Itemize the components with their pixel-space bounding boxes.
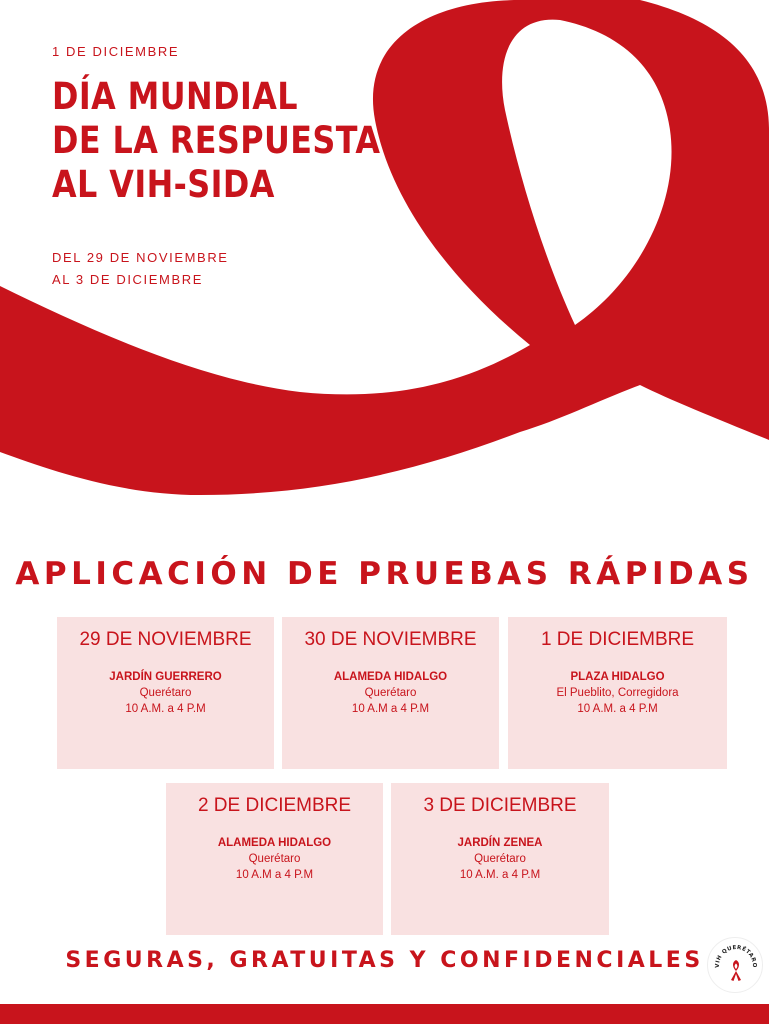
header: [52, 44, 434, 291]
card-date: 2 DE DICIEMBRE: [197, 795, 352, 816]
card-hours: 10 A.M. a 4 P.M: [459, 869, 541, 881]
event-card: [391, 783, 609, 935]
logo-text: VIH QUERÉTARO: [714, 944, 758, 968]
card-date: 30 DE NOVIEMBRE: [304, 629, 477, 650]
date-range-line: DEL 29 DE NOVIEMBRE: [52, 250, 229, 265]
title-line: DÍA MUNDIAL: [52, 75, 298, 118]
event-date: 1 DE DICIEMBRE: [52, 44, 180, 59]
card-place: ALAMEDA HIDALGO: [333, 671, 448, 683]
card-city: Querétaro: [248, 853, 301, 865]
card-hours: 10 A.M a 4 P.M: [351, 703, 430, 715]
title-line: DE LA RESPUESTA: [52, 119, 381, 162]
card-city: Querétaro: [474, 853, 526, 865]
card-date: 3 DE DICIEMBRE: [423, 795, 577, 816]
date-range: [52, 247, 434, 291]
title-line: AL VIH-SIDA: [52, 163, 275, 206]
card-city: Querétaro: [139, 687, 192, 699]
event-card: [282, 617, 499, 769]
red-ribbon-icon: [708, 938, 764, 994]
event-card: [57, 617, 274, 769]
card-hours: 10 A.M a 4 P.M: [235, 869, 314, 881]
card-place: JARDÍN ZENEA: [457, 837, 543, 849]
card-place: JARDÍN GUERRERO: [109, 671, 222, 683]
page-title: [52, 75, 380, 207]
svg-text:VIH QUERÉTARO: [715, 944, 757, 968]
card-place: ALAMEDA HIDALGO: [217, 837, 332, 849]
card-city: El Pueblito, Corregidora: [556, 687, 679, 699]
card-city: Querétaro: [364, 687, 417, 699]
event-card: [508, 617, 727, 769]
vih-queretaro-logo: [707, 937, 763, 993]
card-hours: 10 A.M. a 4 P.M: [577, 703, 658, 715]
card-date: 29 DE NOVIEMBRE: [79, 629, 252, 650]
card-hours: 10 A.M. a 4 P.M: [125, 703, 206, 715]
section-title: APLICACIÓN DE PRUEBAS RÁPIDAS: [15, 556, 754, 592]
event-card: [166, 783, 383, 935]
card-date: 1 DE DICIEMBRE: [540, 629, 695, 650]
bottom-bar: [0, 1004, 769, 1024]
footer-tagline: SEGURAS, GRATUITAS Y CONFIDENCIALES: [65, 948, 704, 973]
card-place: PLAZA HIDALGO: [570, 671, 665, 683]
date-range-line: AL 3 DE DICIEMBRE: [52, 272, 203, 287]
